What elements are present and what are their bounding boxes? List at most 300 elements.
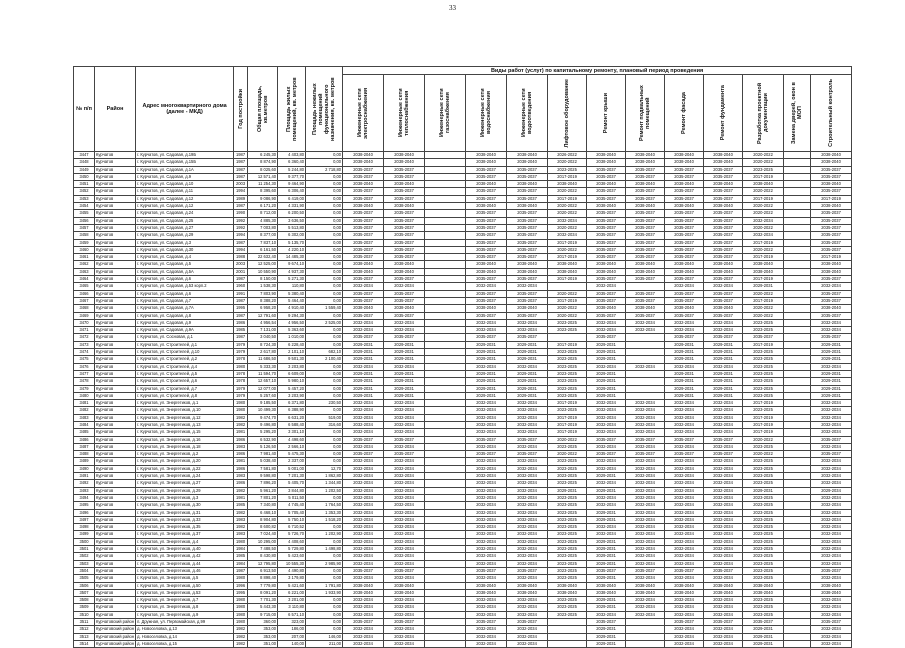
cell-district: Курчатов [95,400,136,407]
cell-district: Курчатов [95,458,136,465]
cell-work-period [784,546,811,553]
cell-living-area: 4 220,10 [278,246,306,253]
cell-work-period: 2038-2040 [466,152,507,159]
cell-work-period: 2038-2040 [626,203,665,210]
cell-work-period: 2038-2040 [704,152,743,159]
cell-work-period: 2032-2034 [626,546,665,553]
cell-work-period: 2035-2037 [704,290,743,297]
cell-work-period: 2020-2022 [548,246,587,253]
cell-work-period: 2026-2022 [548,152,587,159]
cell-work-period: 2032-2034 [704,327,743,334]
cell-work-period: 2032-2034 [343,626,384,633]
cell-work-period: 2032-2034 [626,538,665,545]
cell-work-period [784,232,811,239]
cell-living-area: 5 423,60 [278,553,306,560]
cell-work-period: 2032-2034 [704,443,743,450]
cell-year: 1983 [234,531,248,538]
cell-work-period [425,283,466,290]
cell-year: 1980 [234,619,248,626]
cell-work-period: 2029-2031 [384,385,425,392]
cell-work-period: 2038-2040 [665,261,704,268]
cell-work-period [425,640,466,647]
cell-work-period [784,261,811,268]
cell-work-period: 2029-2031 [811,341,852,348]
cell-work-period: 2032-2034 [704,640,743,647]
cell-year: 1980 [234,363,248,370]
cell-num: 3485 [74,429,95,436]
table-row [74,363,852,370]
cell-year: 1982 [234,421,248,428]
cell-nonliving-area: 0,00 [306,443,343,450]
cell-work-period: 2032-2034 [704,531,743,538]
cell-work-period: 2035-2037 [507,254,548,261]
cell-work-period: 2038-2040 [384,589,425,596]
cell-work-period: 2032-2034 [384,407,425,414]
cell-year: 1985 [234,553,248,560]
cell-work-period: 2032-2034 [811,400,852,407]
table-row [74,356,852,363]
cell-total-area: 7 837,10 [248,239,278,246]
table-row [74,640,852,647]
cell-work-period: 2029-2031 [665,378,704,385]
cell-work-period: 2029-2031 [704,392,743,399]
cell-work-period: 2035-2037 [704,276,743,283]
cell-num: 3483 [74,414,95,421]
cell-work-period: 2038-2040 [704,203,743,210]
cell-total-area: 4 885,30 [248,217,278,224]
capital-repair-table-container [73,66,852,648]
cell-work-period: 2032-2034 [466,494,507,501]
cell-work-period: 2023-2025 [743,524,784,531]
cell-work-period: 2032-2034 [704,611,743,618]
cell-work-period: 2035-2037 [507,276,548,283]
cell-work-period: 2032-2034 [384,327,425,334]
cell-work-period: 2035-2037 [466,254,507,261]
cell-work-period: 2029-2031 [811,378,852,385]
cell-work-period [784,567,811,574]
cell-living-area: 186,00 [278,626,306,633]
cell-living-area: 4 498,60 [278,436,306,443]
cell-work-period: 2029-2031 [587,553,626,560]
cell-work-period: 2029-2031 [811,385,852,392]
cell-work-period [784,458,811,465]
cell-living-area: 3 844,80 [278,487,306,494]
cell-work-period [548,640,587,647]
cell-address: г. Курчатов, ул. Садовая, д.30 [136,246,234,253]
table-row [74,524,852,531]
cell-work-period: 2032-2034 [343,487,384,494]
cell-nonliving-area: 0,00 [306,188,343,195]
cell-work-period: 2017-2019 [548,297,587,304]
cell-work-period: 2032-2034 [704,429,743,436]
cell-work-period [425,392,466,399]
cell-work-period: 2032-2034 [704,473,743,480]
cell-work-period: 2029-2031 [587,378,626,385]
cell-work-period: 2038-2040 [626,268,665,275]
cell-address: г. Курчатов, ул. Садовая, д.7 [136,297,234,304]
cell-work-period: 2032-2034 [626,597,665,604]
cell-work-period: 2032-2034 [384,465,425,472]
cell-work-period: 2035-2037 [665,232,704,239]
cell-work-period: 2023-2025 [548,349,587,356]
cell-work-period: 2029-2031 [665,341,704,348]
cell-work-period: 2035-2037 [384,254,425,261]
cell-work-period [784,604,811,611]
cell-work-period: 2035-2037 [466,224,507,231]
cell-living-area: 2 101,10 [278,349,306,356]
cell-total-area: 1 538,30 [248,283,278,290]
header-work-10 [743,75,784,152]
cell-work-period [425,239,466,246]
cell-work-period [548,283,587,290]
cell-work-period: 2035-2037 [811,210,852,217]
cell-total-area: 5 295,20 [248,429,278,436]
cell-work-period: 2035-2037 [626,210,665,217]
cell-work-period: 2035-2037 [343,195,384,202]
cell-work-period: 2035-2037 [507,166,548,173]
table-row [74,283,852,290]
cell-work-period: 2035-2037 [626,567,665,574]
cell-work-period: 2038-2040 [587,159,626,166]
cell-work-period: 2017-2019 [743,341,784,348]
cell-address: г. Курчатов, ул. Садовая, д.29 [136,232,234,239]
cell-work-period: 2032-2034 [466,443,507,450]
table-row [74,567,852,574]
cell-nonliving-area: 0,00 [306,494,343,501]
cell-living-area: 9 464,90 [278,181,306,188]
cell-work-period [784,531,811,538]
cell-work-period [784,217,811,224]
cell-work-period: 2023-2025 [743,458,784,465]
cell-total-area: 5 257,60 [248,392,278,399]
cell-work-period: 2035-2037 [704,232,743,239]
table-row [74,465,852,472]
cell-district: Курчатов [95,312,136,319]
cell-year: 1984 [234,546,248,553]
cell-work-period: 2032-2034 [343,465,384,472]
cell-work-period: 2032-2034 [507,480,548,487]
cell-work-period: 2035-2037 [507,451,548,458]
cell-nonliving-area: 0,00 [306,152,343,159]
cell-work-period: 2032-2034 [466,640,507,647]
cell-district: Курчатов [95,502,136,509]
cell-work-period [425,567,466,574]
cell-work-period: 2035-2037 [343,312,384,319]
cell-work-period: 2032-2034 [811,640,852,647]
cell-work-period [626,378,665,385]
cell-work-period: 2023-2025 [743,392,784,399]
cell-total-area: 6 245,30 [248,152,278,159]
cell-work-period: 2038-2040 [466,203,507,210]
cell-work-period: 2020-2022 [548,305,587,312]
cell-work-period: 2035-2037 [704,173,743,180]
cell-work-period: 2032-2034 [343,458,384,465]
cell-total-area: 12 657,10 [248,378,278,385]
cell-work-period: 2023-2025 [743,370,784,377]
cell-district: Курчатов [95,276,136,283]
cell-work-period: 2038-2040 [507,305,548,312]
cell-year: 1994 [234,246,248,253]
cell-work-period [425,188,466,195]
cell-num: 3490 [74,465,95,472]
cell-work-period [784,619,811,626]
cell-work-period: 2038-2040 [743,181,784,188]
cell-living-area: 5 001,00 [278,465,306,472]
cell-work-period: 2035-2037 [343,297,384,304]
cell-total-area: 11 594,70 [248,370,278,377]
cell-district: Курчатов [95,589,136,596]
cell-work-period [425,400,466,407]
table-row [74,305,852,312]
cell-work-period: 2032-2034 [665,487,704,494]
cell-work-period: 2029-2031 [743,487,784,494]
cell-work-period: 2032-2034 [343,414,384,421]
cell-work-period: 2035-2037 [704,224,743,231]
header-work-label: Инженерные сети водоснабжения [480,88,493,138]
cell-num: 3512 [74,626,95,633]
cell-work-period: 2032-2034 [343,553,384,560]
cell-total-area: 5 333,30 [248,363,278,370]
cell-nonliving-area: 0,00 [306,611,343,618]
cell-address: г. Курчатов, ул. Садовая, д.27 [136,224,234,231]
cell-district: Курчатов [95,210,136,217]
cell-work-period: 2035-2037 [626,276,665,283]
cell-work-period: 2038-2040 [743,589,784,596]
cell-work-period: 2035-2037 [665,224,704,231]
cell-work-period [784,436,811,443]
cell-work-period: 2023-2025 [548,378,587,385]
cell-work-period: 2032-2034 [384,597,425,604]
cell-nonliving-area: 0,00 [306,327,343,334]
cell-work-period: 2029-2031 [466,349,507,356]
cell-living-area: 140,00 [278,640,306,647]
cell-total-area: 12 791,60 [248,312,278,319]
cell-work-period [425,494,466,501]
cell-nonliving-area: 0,00 [306,195,343,202]
cell-work-period: 2029-2031 [466,341,507,348]
cell-address: д. Новоселовка, д.14 [136,633,234,640]
cell-living-area: 6 419,00 [278,195,306,202]
cell-nonliving-area: 0,00 [306,436,343,443]
cell-work-period: 2032-2034 [704,553,743,560]
cell-total-area: 5 443,30 [248,604,278,611]
cell-work-period: 2032-2034 [466,524,507,531]
table-row [74,531,852,538]
cell-district: Курчатов [95,480,136,487]
cell-year: 1978 [234,370,248,377]
cell-year: 1980 [234,611,248,618]
cell-address: д. Новоселовка, д.13 [136,626,234,633]
cell-work-period: 2023-2025 [743,560,784,567]
cell-work-period: 2032-2034 [587,443,626,450]
cell-year: 1992 [234,217,248,224]
cell-work-period: 2035-2037 [466,239,507,246]
cell-total-area: 7 581,80 [248,465,278,472]
cell-work-period [626,356,665,363]
cell-work-period: 2035-2037 [665,166,704,173]
cell-work-period: 2032-2034 [811,509,852,516]
header-living-area [278,67,306,152]
cell-work-period: 2032-2034 [704,494,743,501]
header-work-0 [343,75,384,152]
cell-nonliving-area: 0,00 [306,429,343,436]
cell-year: 1987 [234,203,248,210]
header-total-area-label: Общая площадь, кв.метров [256,85,269,133]
cell-work-period: 2038-2040 [548,582,587,589]
header-work-8 [665,75,704,152]
cell-work-period: 2029-2031 [743,626,784,633]
cell-work-period: 2038-2040 [507,159,548,166]
cell-work-period: 2023-2025 [548,407,587,414]
cell-work-period: 2032-2034 [466,575,507,582]
cell-work-period: 2035-2037 [626,166,665,173]
cell-work-period: 2032-2034 [626,531,665,538]
table-row [74,458,852,465]
header-work-3 [466,75,507,152]
cell-work-period: 2035-2037 [343,619,384,626]
cell-work-period: 2035-2037 [384,312,425,319]
cell-work-period: 2038-2040 [811,203,852,210]
cell-nonliving-area: 0,00 [306,538,343,545]
cell-work-period: 2032-2034 [466,502,507,509]
cell-work-period [784,203,811,210]
cell-work-period: 2023-2025 [743,407,784,414]
cell-work-period [784,283,811,290]
cell-year: 1984 [234,560,248,567]
cell-address: г. Курчатов, ул. Энергетиков, д.12 [136,414,234,421]
cell-work-period [784,611,811,618]
cell-work-period: 2038-2040 [384,203,425,210]
cell-total-area: 9 086,90 [248,195,278,202]
cell-work-period [425,546,466,553]
cell-work-period: 2023-2025 [743,567,784,574]
cell-work-period: 2032-2034 [466,283,507,290]
cell-work-period: 2035-2037 [343,239,384,246]
cell-total-area: 8 874,90 [248,159,278,166]
cell-work-period: 2035-2037 [343,188,384,195]
cell-work-period: 2029-2031 [811,349,852,356]
cell-work-period: 2032-2034 [704,319,743,326]
cell-num: 3508 [74,597,95,604]
cell-work-period: 2017-2019 [811,254,852,261]
cell-work-period: 2035-2037 [626,188,665,195]
cell-nonliving-area: 2 718,80 [306,166,343,173]
cell-work-period: 2032-2034 [811,443,852,450]
cell-work-period: 2032-2034 [704,502,743,509]
cell-work-period: 2032-2034 [811,531,852,538]
cell-work-period: 2023-2025 [743,546,784,553]
cell-district: Курчатов [95,487,136,494]
cell-work-period: 2032-2034 [665,421,704,428]
cell-work-period: 2032-2034 [343,283,384,290]
cell-work-period: 2029-2031 [587,560,626,567]
cell-work-period: 2029-2031 [587,626,626,633]
cell-work-period: 2032-2034 [466,319,507,326]
cell-total-area: 9 496,80 [248,421,278,428]
cell-work-period [784,473,811,480]
page-number: 33 [449,4,456,12]
cell-work-period: 2035-2037 [665,246,704,253]
cell-work-period: 2032-2034 [704,575,743,582]
cell-work-period: 2038-2040 [665,305,704,312]
cell-nonliving-area: 0,00 [306,407,343,414]
cell-work-period: 2038-2040 [811,181,852,188]
cell-work-period: 2023-2025 [548,611,587,618]
cell-work-period: 2032-2034 [626,400,665,407]
cell-address: г. Курчатов, ул. Энергетиков, д.22 [136,465,234,472]
cell-work-period: 2035-2037 [466,619,507,626]
cell-living-area: 3 203,80 [278,363,306,370]
cell-work-period: 2032-2034 [384,524,425,531]
cell-work-period: 2035-2037 [665,334,704,341]
cell-year: 1982 [234,640,248,647]
cell-work-period: 2023-2025 [548,319,587,326]
table-row [74,582,852,589]
cell-total-area: 8 724,30 [248,341,278,348]
cell-work-period: 2035-2037 [507,239,548,246]
cell-work-period: 2029-2031 [704,356,743,363]
table-row [74,560,852,567]
cell-year: 2001 [234,268,248,275]
cell-work-period: 2032-2034 [811,524,852,531]
cell-work-period: 2023-2025 [548,575,587,582]
cell-district: Курчатов [95,407,136,414]
cell-num: 3462 [74,261,95,268]
cell-year: 1989 [234,195,248,202]
cell-work-period [425,261,466,268]
cell-work-period: 2035-2037 [384,188,425,195]
cell-total-area: 8 025,60 [248,166,278,173]
header-nonliving-area-label: Площадь нежилых помещений функционального назначения, кв. метров [312,77,337,141]
cell-address: г. Курчатов, ул. Садовая, д.25 [136,217,234,224]
cell-work-period: 2020-2022 [743,305,784,312]
cell-work-period [425,597,466,604]
cell-work-period: 2032-2034 [665,604,704,611]
cell-work-period: 2038-2040 [626,152,665,159]
cell-work-period: 2035-2037 [587,210,626,217]
cell-work-period: 2035-2037 [626,312,665,319]
cell-work-period [626,633,665,640]
table-row [74,246,852,253]
cell-address: г. Курчатов, ул. Энергетиков, д.18 [136,443,234,450]
cell-work-period: 2023-2025 [548,327,587,334]
cell-num: 3464 [74,276,95,283]
cell-work-period: 2032-2034 [507,546,548,553]
cell-work-period: 2032-2034 [466,480,507,487]
cell-work-period: 2017-2019 [548,341,587,348]
cell-work-period: 2032-2034 [343,524,384,531]
cell-work-period: 2017-2019 [548,254,587,261]
cell-work-period: 2032-2034 [507,421,548,428]
cell-work-period: 2032-2034 [665,458,704,465]
cell-living-area: 4 937,30 [278,268,306,275]
cell-living-area: 3 301,10 [278,429,306,436]
cell-year: 1994 [234,188,248,195]
cell-work-period: 2035-2037 [587,217,626,224]
cell-work-period [425,290,466,297]
cell-address: г. Курчатов, ул. Садовая, д.9А [136,327,234,334]
cell-work-period: 2029-2031 [343,341,384,348]
cell-work-period: 2035-2037 [343,436,384,443]
cell-work-period: 2032-2034 [466,538,507,545]
cell-district: Курчатов [95,283,136,290]
cell-year: 1988 [234,254,248,261]
cell-num: 3497 [74,516,95,523]
table-row [74,254,852,261]
cell-work-period: 2032-2034 [507,640,548,647]
cell-work-period: 2038-2040 [587,181,626,188]
cell-work-period: 2020-2022 [743,152,784,159]
